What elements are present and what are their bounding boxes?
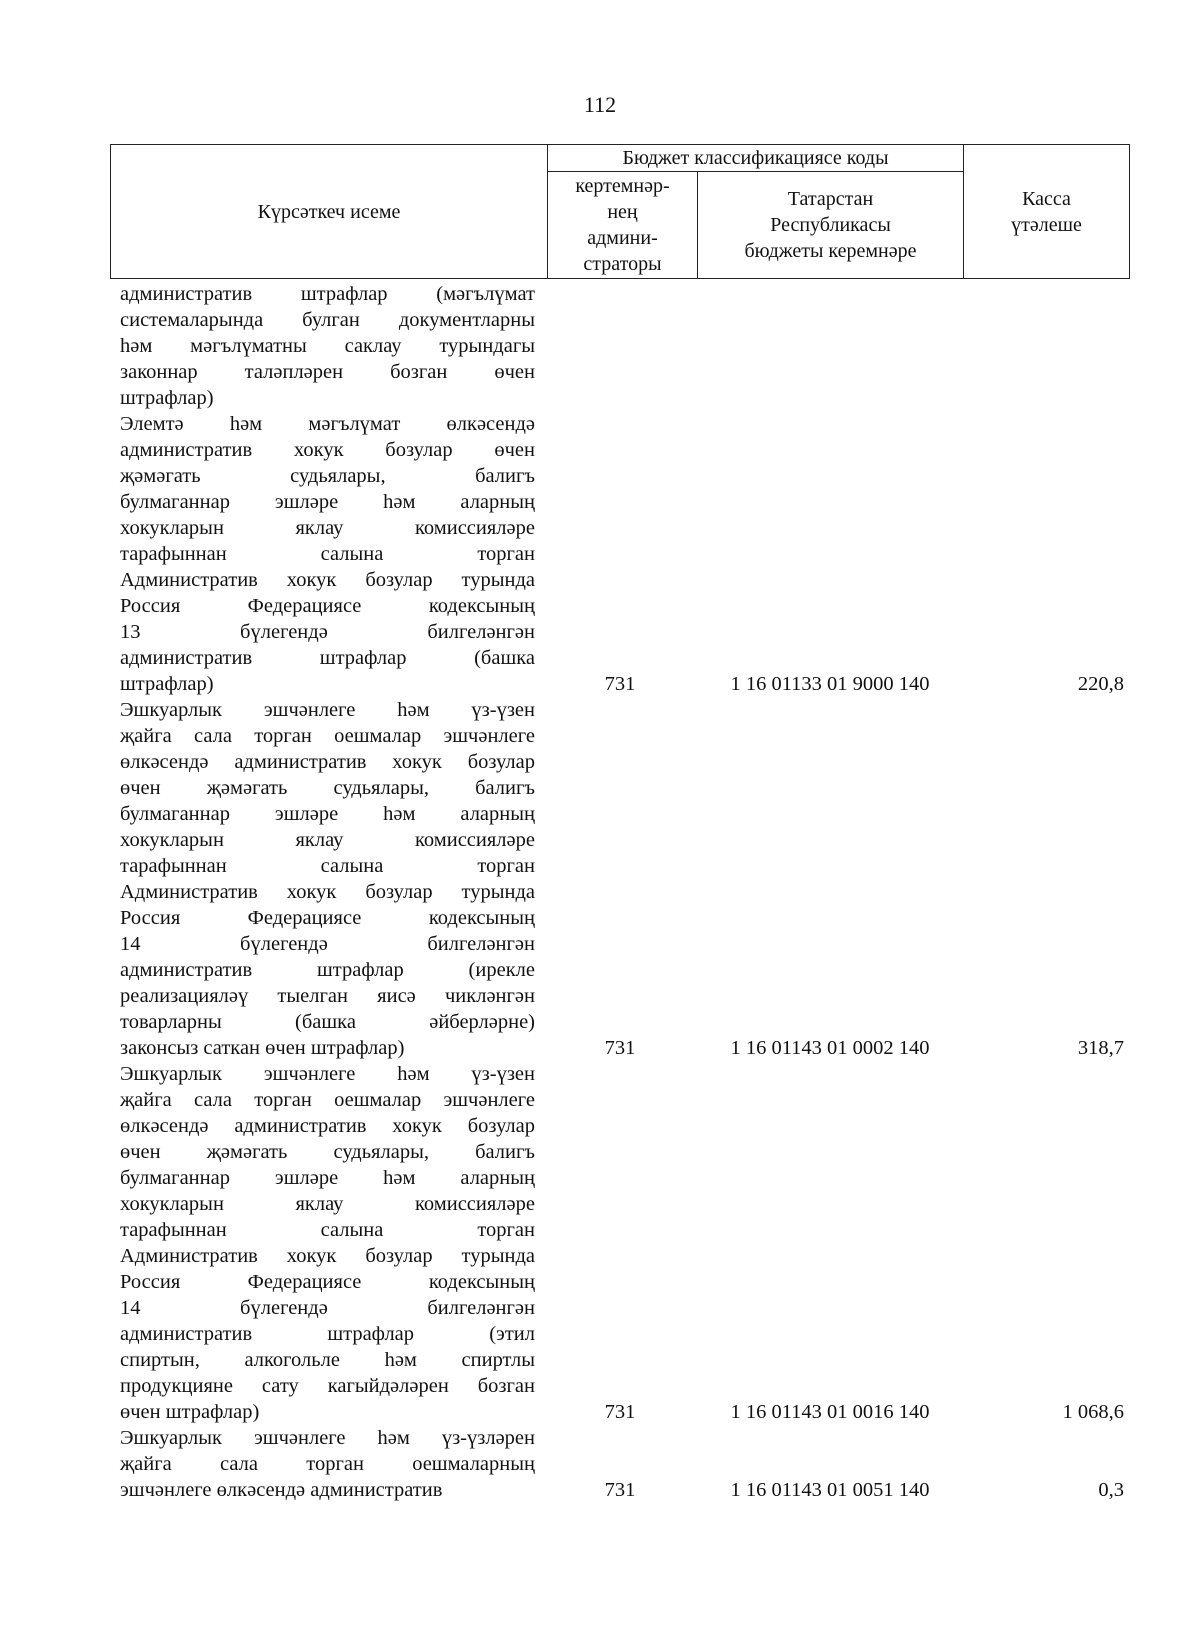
header-cash-line: үтәлеше (1011, 213, 1082, 236)
administrator-code: 731 (604, 1401, 636, 1423)
description-line: штрафлар) (120, 387, 214, 409)
cash-amount: 0,3 (1098, 1479, 1124, 1501)
description-line: җайга сала торган оешмалар эшчәнлеге (120, 1089, 535, 1111)
indicator-description (120, 411, 535, 697)
description-line: 14 бүлегендә билгеләнгән (120, 1297, 535, 1319)
indicator-description (120, 1061, 535, 1425)
description-line: өчен җәмәгать судьялары, балигъ (120, 1141, 535, 1163)
description-line: Административ хокук бозулар турында (120, 569, 535, 591)
header-cash-line: Касса (1022, 187, 1071, 210)
indicator-description (120, 281, 535, 411)
header-budget-classification: Бюджет классификациясе коды (548, 145, 964, 172)
header-revenue-line: Татарстан (787, 188, 874, 210)
description-line: тарафыннан салына торган (120, 855, 535, 877)
description-line: системаларында булган документларны (120, 309, 535, 331)
description-line: административ штрафлар (башка (120, 647, 535, 669)
indicator-description (120, 697, 535, 1061)
table-header (110, 144, 1130, 279)
budget-code: 1 16 01133 01 9000 140 (730, 673, 930, 695)
administrator-code: 731 (604, 1479, 636, 1501)
description-line: җайга сала торган оешмаларның (120, 1453, 535, 1475)
description-line: тарафыннан салына торган (120, 543, 535, 565)
description-line: административ штрафлар (ирекле (120, 959, 535, 981)
administrator-code: 731 (604, 673, 636, 695)
description-line: өчен штрафлар) (120, 1401, 260, 1423)
description-line: законсыз саткан өчен штрафлар) (120, 1037, 405, 1059)
description-line: хокукларын яклау комиссияләре (120, 829, 535, 851)
header-admin-line: админи- (587, 227, 658, 249)
header-admin-line: кертемнәр- (575, 175, 670, 197)
description-line: Эшкуарлык эшчәнлеге һәм үз-үзен (120, 1063, 535, 1085)
cash-amount: 220,8 (1077, 673, 1124, 695)
description-line: Эшкуарлык эшчәнлеге һәм үз-үзләрен (120, 1427, 535, 1449)
description-line: Административ хокук бозулар турында (120, 1245, 535, 1267)
indicator-description (120, 1425, 535, 1503)
description-line: Элемтә һәм мәгълүмат өлкәсендә (120, 413, 535, 435)
description-line: Административ хокук бозулар турында (120, 881, 535, 903)
description-line: җәмәгать судьялары, балигъ (120, 465, 535, 487)
description-line: Россия Федерациясе кодексының (120, 907, 535, 929)
description-line: спиртын, алкогольле һәм спиртлы (120, 1349, 535, 1371)
description-line: реализацияләү тыелган яисә чикләнгән (120, 985, 535, 1007)
description-line: Эшкуарлык эшчәнлеге һәм үз-үзен (120, 699, 535, 721)
description-line: административ штрафлар (мәгълүмат (120, 283, 535, 305)
description-line: җайга сала торган оешмалар эшчәнлеге (120, 725, 535, 747)
description-line: штрафлар) (120, 673, 214, 695)
description-line: булмаганнар эшләре һәм аларның (120, 803, 535, 825)
header-revenue-line: Республикасы (770, 214, 891, 236)
description-line: законнар таләпләрен бозган өчен (120, 361, 535, 383)
administrator-code: 731 (604, 1037, 636, 1059)
cash-amount: 318,7 (1077, 1037, 1124, 1059)
page-number: 112 (583, 92, 617, 117)
budget-code: 1 16 01143 01 0051 140 (730, 1479, 930, 1501)
header-republic-revenues (698, 172, 964, 279)
description-line: 14 бүлегендә билгеләнгән (120, 933, 535, 955)
description-line: тарафыннан салына торган (120, 1219, 535, 1241)
description-line: хокукларын яклау комиссияләре (120, 517, 535, 539)
budget-code: 1 16 01143 01 0002 140 (730, 1037, 930, 1059)
description-line: өлкәсендә административ хокук бозулар (120, 751, 535, 773)
description-line: административ хокук бозулар өчен (120, 439, 535, 461)
budget-code: 1 16 01143 01 0016 140 (730, 1401, 930, 1423)
description-line: Россия Федерациясе кодексының (120, 595, 535, 617)
description-line: өчен җәмәгать судьялары, балигъ (120, 777, 535, 799)
description-line: эшчәнлеге өлкәсендә административ (120, 1479, 443, 1501)
header-indicator-name: Күрсәткеч исеме (111, 145, 548, 279)
description-line: Россия Федерациясе кодексының (120, 1271, 535, 1293)
description-line: продукцияне сату кагыйдәләрен бозган (120, 1375, 535, 1397)
cash-amount: 1 068,6 (1062, 1401, 1124, 1423)
description-line: булмаганнар эшләре һәм аларның (120, 1167, 535, 1189)
description-line: административ штрафлар (этил (120, 1323, 535, 1345)
description-line: өлкәсендә административ хокук бозулар (120, 1115, 535, 1137)
header-admin-line: нең (607, 201, 638, 223)
description-line: хокукларын яклау комиссияләре (120, 1193, 535, 1215)
header-admin-line: страторы (583, 253, 662, 275)
description-line: товарларны (башка әйберләрне) (120, 1011, 535, 1033)
header-cash-execution (964, 145, 1130, 279)
description-line: һәм мәгълүматны саклау турындагы (120, 335, 535, 357)
description-line: 13 бүлегендә билгеләнгән (120, 621, 535, 643)
header-revenue-administrators (548, 172, 698, 279)
header-revenue-line: бюджеты керемнәре (744, 240, 917, 262)
description-line: булмаганнар эшләре һәм аларның (120, 491, 535, 513)
